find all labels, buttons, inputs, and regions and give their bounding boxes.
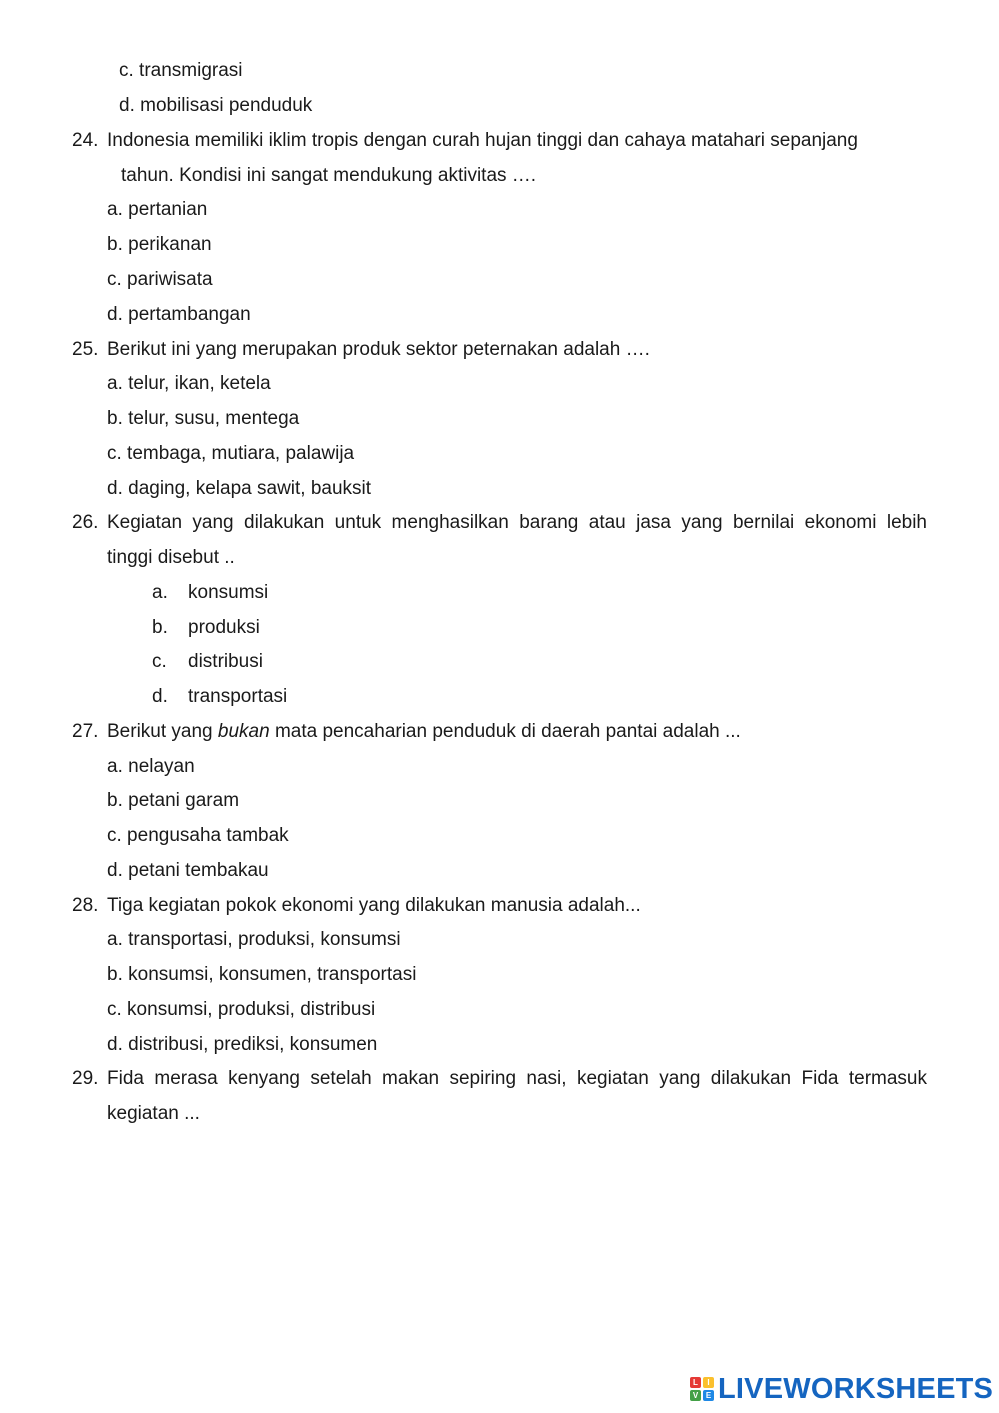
logo-grid-i: I (703, 1377, 714, 1388)
q29-text-line1: Fida merasa kenyang setelah makan sepiring nasi, kegiatan yang dilakukan Fida termasuk (107, 1068, 927, 1089)
q29-number: 29. (72, 1068, 99, 1089)
q27-text-emphasis: bukan (217, 721, 270, 742)
liveworksheets-logo (690, 1374, 993, 1404)
q26-text-line2: tinggi disebut .. (107, 547, 235, 568)
q28-text: Tiga kegiatan pokok ekonomi yang dilakukan manusia adalah... (107, 895, 641, 916)
q27-option-c: c. pengusaha tambak (107, 825, 289, 846)
q25-option-b: b. telur, susu, mentega (107, 408, 300, 429)
q27-text (107, 720, 741, 744)
q23-option-d: d. mobilisasi penduduk (119, 95, 313, 116)
q24-option-a: a. pertanian (107, 199, 208, 220)
q24-text-line1: Indonesia memiliki iklim tropis dengan curah hujan tinggi dan cahaya matahari sepanjang (107, 130, 858, 151)
q27-number: 27. (72, 721, 99, 742)
q26-option-b-letter: b. (152, 617, 168, 638)
q26-option-a-letter: a. (152, 582, 168, 603)
q26-option-d-letter: d. (152, 686, 168, 707)
q26-option-c-letter: c. (152, 651, 167, 672)
q23-option-c: c. transmigrasi (119, 60, 243, 81)
q25-option-d: d. daging, kelapa sawit, bauksit (107, 478, 372, 499)
q27-option-a: a. nelayan (107, 756, 195, 777)
q28-option-b: b. konsumsi, konsumen, transportasi (107, 964, 417, 985)
logo-grid-e: E (703, 1390, 714, 1401)
q26-number: 26. (72, 512, 99, 533)
logo-text: LIVEWORKSHEETS (718, 1372, 994, 1405)
q25-option-c: c. tembaga, mutiara, palawija (107, 443, 355, 464)
logo-grid-v: V (690, 1390, 701, 1401)
logo-grid-icon (690, 1377, 714, 1401)
q24-option-d: d. pertambangan (107, 304, 251, 325)
q27-text-post: mata pencaharian penduduk di daerah pantai adalah ... (269, 721, 741, 742)
q25-text: Berikut ini yang merupakan produk sektor peternakan adalah …. (107, 339, 650, 360)
q26-option-b-text: produksi (188, 617, 260, 638)
q28-option-c: c. konsumsi, produksi, distribusi (107, 999, 376, 1020)
q26-option-d-text: transportasi (188, 686, 288, 707)
q24-option-c: c. pariwisata (107, 269, 213, 290)
q27-option-b: b. petani garam (107, 790, 240, 811)
q26-option-c-text: distribusi (188, 651, 263, 672)
q27-text-pre: Berikut yang (107, 721, 218, 742)
q28-option-d: d. distribusi, prediksi, konsumen (107, 1034, 378, 1055)
q25-option-a: a. telur, ikan, ketela (107, 373, 271, 394)
q29-text-line2: kegiatan ... (107, 1103, 200, 1124)
q27-option-d: d. petani tembakau (107, 860, 269, 881)
q26-text-line1: Kegiatan yang dilakukan untuk menghasilkan barang atau jasa yang bernilai ekonomi lebih (107, 512, 927, 533)
q24-option-b: b. perikanan (107, 234, 212, 255)
q28-option-a: a. transportasi, produksi, konsumsi (107, 929, 401, 950)
q28-number: 28. (72, 895, 99, 916)
q26-option-a-text: konsumsi (188, 582, 269, 603)
logo-grid-l: L (690, 1377, 701, 1388)
q24-text-line2: tahun. Kondisi ini sangat mendukung aktivitas …. (121, 165, 537, 186)
q24-number: 24. (72, 130, 99, 151)
q25-number: 25. (72, 339, 99, 360)
